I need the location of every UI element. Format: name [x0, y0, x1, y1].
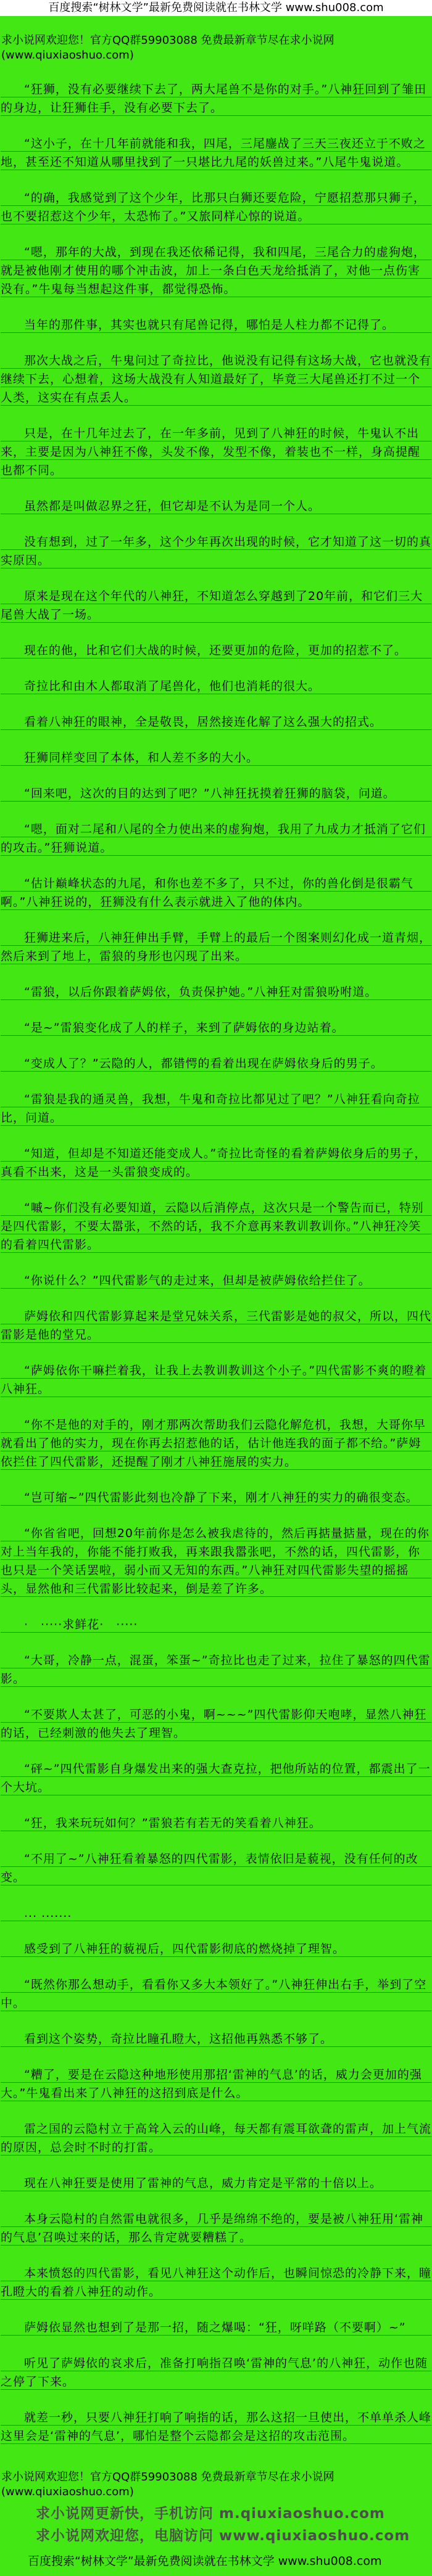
paragraph: 只是，在十几年过去了，在一年多前，见到了八神狂的时候，牛鬼认不出来，主要是因为八神狂不像，头发不像，发型不像，着装也不一样，身高提醒也都不同。 — [1, 424, 431, 480]
paragraph: “糟了，要是在云隐这种地形使用那招‘雷神的气息’的话，威力会更加的强大。”牛鬼看出来了八神狂的这招到底是什么。 — [1, 2065, 431, 2102]
paragraph: “你说什么？”四代雷影气的走过来，但却是被萨姆依给拦住了。 — [1, 1271, 431, 1290]
paragraph: 狂狮进来后，八神狂伸出手臂，手臂上的最后一个图案则幻化成一道青烟，然后来到了地上，雷狼的身形也闪现了出来。 — [1, 929, 431, 966]
paragraph: 感受到了八神狂的藐视后，四代雷影彻底的燃烧掉了理智。 — [1, 1940, 431, 1958]
paragraph: “岂可缩~”四代雷影此刻也冷静了下来，刚才八神狂的实力的确很变态。 — [1, 1488, 431, 1507]
paragraph: 看到这个姿势，奇拉比瞳孔瞪大，这招他再熟悉不够了。 — [1, 2030, 431, 2048]
paragraph: 奇拉比和由木人都取消了尾兽化，他们也消耗的很大。 — [1, 677, 431, 695]
novel-content — [0, 80, 432, 2445]
paragraph: 听见了萨姆依的哀求后，准备打响指召唤‘雷神的气息’的八神狂，动作也随之停了下来。 — [1, 2354, 431, 2391]
paragraph: “嘁~你们没有必要知道，云隐以后消停点，这次只是一个警告而已，特别是四代雷影，不要太嚣张，不然的话，我不介意再来教训教训你。”八神狂冷笑的看着四代雷影。 — [1, 1199, 431, 1254]
paragraph: “雷狼，以后你跟着萨姆依，负责保护她。”八神狂对雷狼吩咐道。 — [1, 983, 431, 1001]
footer-mobile-link-line: 求小说网更新快，手机访问 m.qiuxiaoshuo.com — [36, 2506, 385, 2522]
paragraph: “回来吧，这次的目的达到了吧？”八神狂抚摸着狂狮的脑袋，问道。 — [1, 784, 431, 803]
paragraph: 本身云隐村的自然雷电就很多，几乎是绵绵不绝的，要是被八神狂用‘雷神的气息’召唤过来的话，那么肯定就要糟糕了。 — [1, 2210, 431, 2247]
paragraph: “这小子，在十几年前就能和我，四尾，三尾鏖战了三天三夜还立于不败之地，甚至还不知道从哪里找到了一只堪比九尾的妖兽过来。”八尾牛鬼说道。 — [1, 134, 431, 171]
footer-pc-link-line: 求小说网欢迎您，电脑访问 www.qiuxiaoshuo.com — [36, 2528, 410, 2544]
paragraph: “知道，但却是不知道还能变成人。”奇拉比奇怪的看着萨姆依身后的男子，真看不出来，这是一头雷狼变成的。 — [1, 1144, 431, 1181]
paragraph: · ·····求鲜花· ····· — [1, 1615, 431, 1634]
paragraph: ... ....... — [1, 1904, 431, 1922]
paragraph: “是~”雷狼变化成了人的样子，来到了萨姆依的身边站着。 — [1, 1019, 431, 1037]
paragraph: “你省省吧，回想20年前你是怎么被我虐待的，然后再掂量掂量，现在的你对上当年我的，你能不能打败我，再来跟我嚣张吧，不然的话，四代雷影，你也只是一个笑话罢啦，弱小而又无知的东西。”八神狂对四代雷影失望的摇摇头，显然他和三代雷影比较起来，倒是差了许多。 — [1, 1524, 431, 1598]
paragraph: 就差一秒，只要八神狂打响了响指的话，那么这招一旦使出，不单单杀人峰这里会是‘雷神的气息’，哪怕是整个云隐都会是这招的攻击范围。 — [1, 2408, 431, 2445]
bottom-ad-banner: 百度搜索“树林文学”最新免费阅读就在书林文学 www.shu008.com — [28, 2554, 382, 2568]
paragraph: “既然你那么想动手，看看你又多大本领好了。”八神狂伸出右手，举到了空中。 — [1, 1975, 431, 2012]
top-ad-banner: 百度搜索“树林文学”最新免费阅读就在书林文学 www.shu008.com — [0, 0, 432, 16]
paragraph: “萨姆依你干嘛拦着我，让我上去教训教训这个小子。”四代雷影不爽的瞪着八神狂。 — [1, 1361, 431, 1398]
paragraph: 原来是现在这个年代的八神狂，不知道怎么穿越到了20年前，和它们三大尾兽大战了一场。 — [1, 587, 431, 624]
paragraph: 现在的他，比和它们大战的时候，还要更加的危险，更加的招惹不了。 — [1, 641, 431, 660]
paragraph: “你不是他的对手的，刚才那两次帮助我们云隐化解危机，我想，大哥你早就看出了他的实力，现在你再去招惹他的话，估计他连我的面子都不给。”萨姆依拦住了四代雷影，还提醒了刚才八神狂施展的实力。 — [1, 1416, 431, 1471]
footer-welcome-line: 求小说网欢迎您！官方QQ群59903088 免费最新章节尽在求小说网(www.qiuxiaoshuo.com) — [1, 2471, 334, 2498]
site-welcome-line: 求小说网欢迎您！官方QQ群59903088 免费最新章节尽在求小说网(www.qiuxiaoshuo.com) — [1, 34, 334, 62]
paragraph: 狂狮同样变回了本体，和人差不多的大小。 — [1, 749, 431, 767]
paragraph: “不要欺人太甚了，可恶的小鬼，啊~~~”四代雷影仰天咆哮，显然八神狂的话，已经刺激的他失去了理智。 — [1, 1705, 431, 1742]
paragraph: “砰~”四代雷影自身爆发出来的强大查克拉，把他所站的位置，都震出了一个大坑。 — [1, 1760, 431, 1797]
paragraph: 萨姆依和四代雷影算起来是堂兄妹关系，三代雷影是她的叔父，所以，四代雷影是他的堂兄。 — [1, 1307, 431, 1344]
paragraph: 现在八神狂要是使用了雷神的气息，威力肯定是平常的十倍以上。 — [1, 2174, 431, 2192]
paragraph: 雷之国的云隐村立于高耸入云的山峰，每天都有震耳欲聋的雷声，加上气流的原因，总会时不时的打雷。 — [1, 2120, 431, 2157]
paragraph: “嗯，那年的大战，到现在我还依稀记得，我和四尾，三尾合力的虚狗炮，就是被他刚才使用的哪个冲击波，加上一条白色天龙给抵消了，对他一点伤害没有。”牛鬼每当想起这件事，都觉得恐怖。 — [1, 243, 431, 298]
paragraph: “狂，我来玩玩如何？”雷狼若有若无的笑看着八神狂。 — [1, 1814, 431, 1832]
paragraph: 那次大战之后，牛鬼问过了奇拉比，他说没有记得有这场大战，它也就没有继续下去，心想着，这场大战没有人知道最好了，毕竟三大尾兽还打不过一个人类，这实在有点丢人。 — [1, 351, 431, 407]
paragraph: 没有想到，过了一年多，这个少年再次出现的时候，它才知道了这一切的真实原因。 — [1, 533, 431, 570]
paragraph: “雷狼是我的通灵兽，我想，牛鬼和奇拉比都见过了吧？”八神狂看向奇拉比，问道。 — [1, 1090, 431, 1127]
paragraph: “的确，我感觉到了这个少年，比那只白狮还要危险，宁愿招惹那只狮子，也不要招惹这个少年，太恐怖了。”又旅同样心惊的说道。 — [1, 189, 431, 226]
paragraph: “估计巅峰状态的九尾，和你也差不多了，只不过，你的兽化倒是很霸气啊。”八神狂说的，狂狮没有什么表示就进入了他的体内。 — [1, 874, 431, 911]
paragraph: 本来愤怒的四代雷影，看见八神狂这个动作后，也瞬间惊恐的冷静下来，瞳孔瞪大的看着八神狂的动作。 — [1, 2264, 431, 2301]
paragraph: “不用了~”八神狂看着暴怒的四代雷影，表情依旧是藐视，没有任何的改变。 — [1, 1850, 431, 1887]
paragraph: “嗯，面对二尾和八尾的全力使出来的虚狗炮，我用了九成力才抵消了它们的攻击。”狂狮说道。 — [1, 820, 431, 857]
paragraph: 虽然都是叫做忍界之狂，但它却是不认为是同一个人。 — [1, 497, 431, 515]
paragraph: “狂狮，没有必要继续下去了，两大尾兽不是你的对手。”八神狂回到了雏田的身边，让狂狮住手，没有必要下去了。 — [1, 80, 431, 117]
paragraph: 萨姆依显然也想到了是那一招，随之爆喝：“狂，呀咩路（不要啊）~” — [1, 2318, 431, 2337]
paragraph: 当年的那件事，其实也就只有尾兽记得，哪怕是人柱力都不记得了。 — [1, 316, 431, 334]
paragraph: “大哥，冷静一点，混蛋，笨蛋~”奇拉比也走了过来，拉住了暴怒的四代雷影。 — [1, 1651, 431, 1688]
paragraph: 看着八神狂的眼神，全是敬畏，居然接连化解了这么强大的招式。 — [1, 713, 431, 731]
footer — [0, 2470, 432, 2576]
paragraph: “变成人了？”云隐的人，都错愕的看着出现在萨姆依身后的男子。 — [1, 1054, 431, 1073]
